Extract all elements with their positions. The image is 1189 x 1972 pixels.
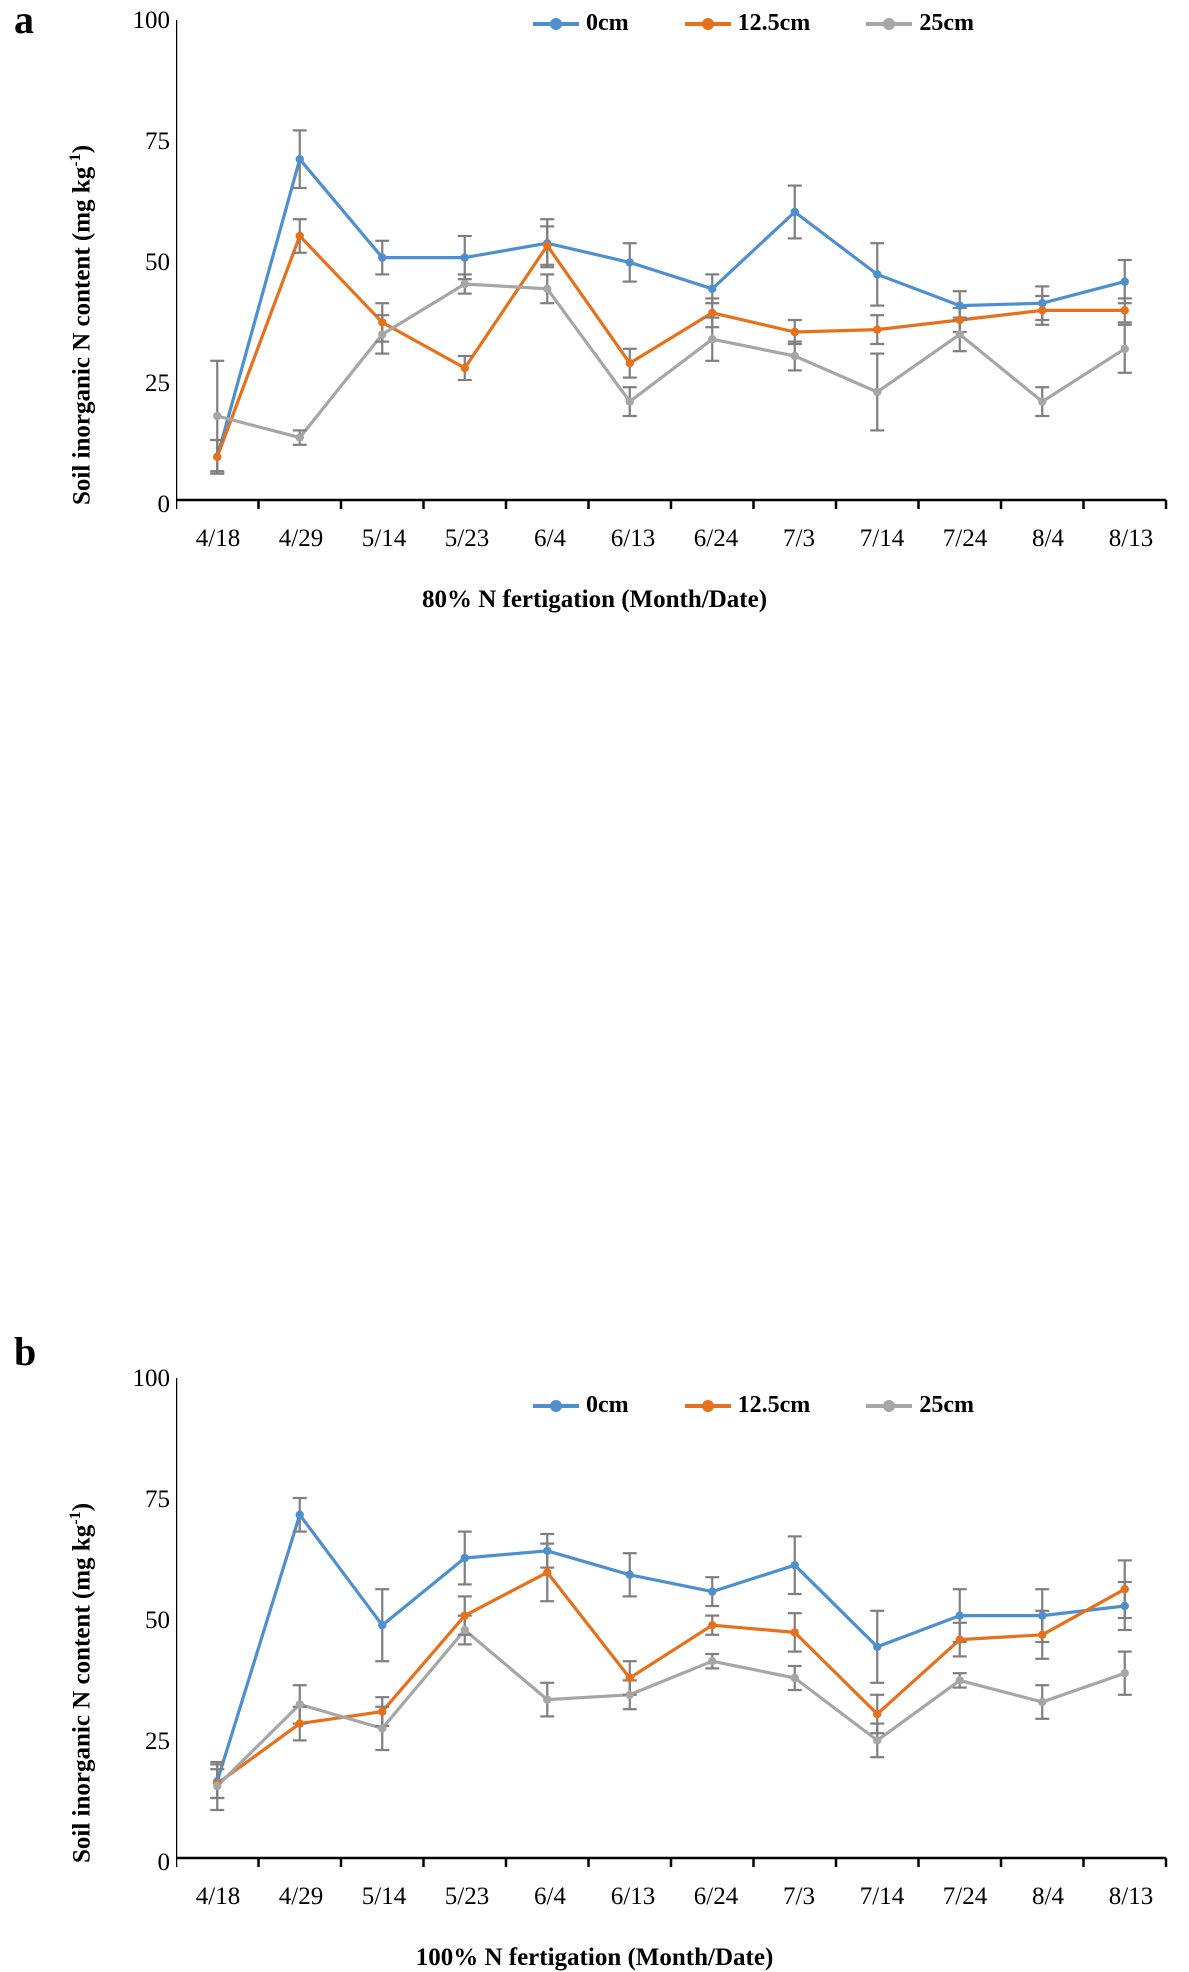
chart-panel-a: [0, 0, 1189, 660]
x-tick-b-4: 6/4: [534, 1883, 566, 1910]
y-tick-b-4: 100: [132, 1365, 170, 1392]
x-axis-label-b: 100% N fertigation (Month/Date): [415, 1944, 774, 1971]
x-tick-b-6: 6/24: [693, 1883, 739, 1910]
x-tick-b-1: 4/29: [278, 1883, 324, 1910]
legend-label-25cm-b: 25cm: [919, 1392, 974, 1418]
chart-panel-b: [0, 660, 1189, 1971]
x-tick-a-3: 5/23: [444, 525, 490, 552]
x-tick-a-11: 8/13: [1108, 525, 1154, 552]
y-tick-a-3: 75: [145, 128, 170, 155]
x-tick-a-5: 6/13: [610, 525, 656, 552]
y-tick-a-2: 50: [145, 249, 170, 276]
y-tick-b-2: 50: [145, 1607, 170, 1634]
x-tick-b-7: 7/3: [783, 1883, 815, 1910]
y-axis-label-b: Soil inorganic N content (mg $kg^{-1}$): [66, 1502, 96, 1863]
legend-label-0cm-a: 0cm: [586, 10, 629, 36]
x-tick-a-1: 4/29: [278, 525, 324, 552]
y-tick-b-1: 25: [145, 1728, 170, 1755]
y-tick-a-1: 25: [145, 370, 170, 397]
y-axis-label-a: Soil inorganic N content (mg $kg^{-1}$): [66, 144, 96, 505]
panel-label-a: a: [14, 0, 34, 42]
y-tick-a-4: 100: [132, 7, 170, 34]
x-tick-b-5: 6/13: [610, 1883, 656, 1910]
legend-label-12-5cm-b: 12.5cm: [737, 1392, 811, 1418]
plot-svg-b: [176, 1378, 1176, 1878]
y-tick-a-0: 0: [157, 491, 170, 518]
y-tick-b-0: 0: [157, 1849, 170, 1876]
panel-label-b: b: [14, 1329, 37, 1374]
plot-svg-a: [176, 20, 1176, 520]
x-tick-a-8: 7/14: [859, 525, 905, 552]
x-tick-a-4: 6/4: [534, 525, 566, 552]
x-tick-a-10: 8/4: [1032, 525, 1064, 552]
legend-label-12-5cm-a: 12.5cm: [737, 10, 811, 36]
legend-label-25cm-a: 25cm: [919, 10, 974, 36]
x-axis-label-a: 80% N fertigation (Month/Date): [421, 586, 768, 613]
legend-label-0cm-b: 0cm: [586, 1392, 629, 1418]
x-tick-b-9: 7/24: [942, 1883, 988, 1910]
x-tick-a-7: 7/3: [783, 525, 815, 552]
plot-area-a: [176, 20, 1176, 520]
x-tick-a-2: 5/14: [361, 525, 407, 552]
x-tick-b-8: 7/14: [859, 1883, 905, 1910]
x-tick-a-6: 6/24: [693, 525, 739, 552]
x-tick-b-2: 5/14: [361, 1883, 407, 1910]
x-tick-b-10: 8/4: [1032, 1883, 1064, 1910]
x-tick-b-0: 4/18: [195, 1883, 241, 1910]
x-tick-b-3: 5/23: [444, 1883, 490, 1910]
x-tick-a-9: 7/24: [942, 525, 988, 552]
x-tick-b-11: 8/13: [1108, 1883, 1154, 1910]
x-tick-a-0: 4/18: [195, 525, 241, 552]
plot-area-b: [176, 1378, 1176, 1878]
y-tick-b-3: 75: [145, 1486, 170, 1513]
